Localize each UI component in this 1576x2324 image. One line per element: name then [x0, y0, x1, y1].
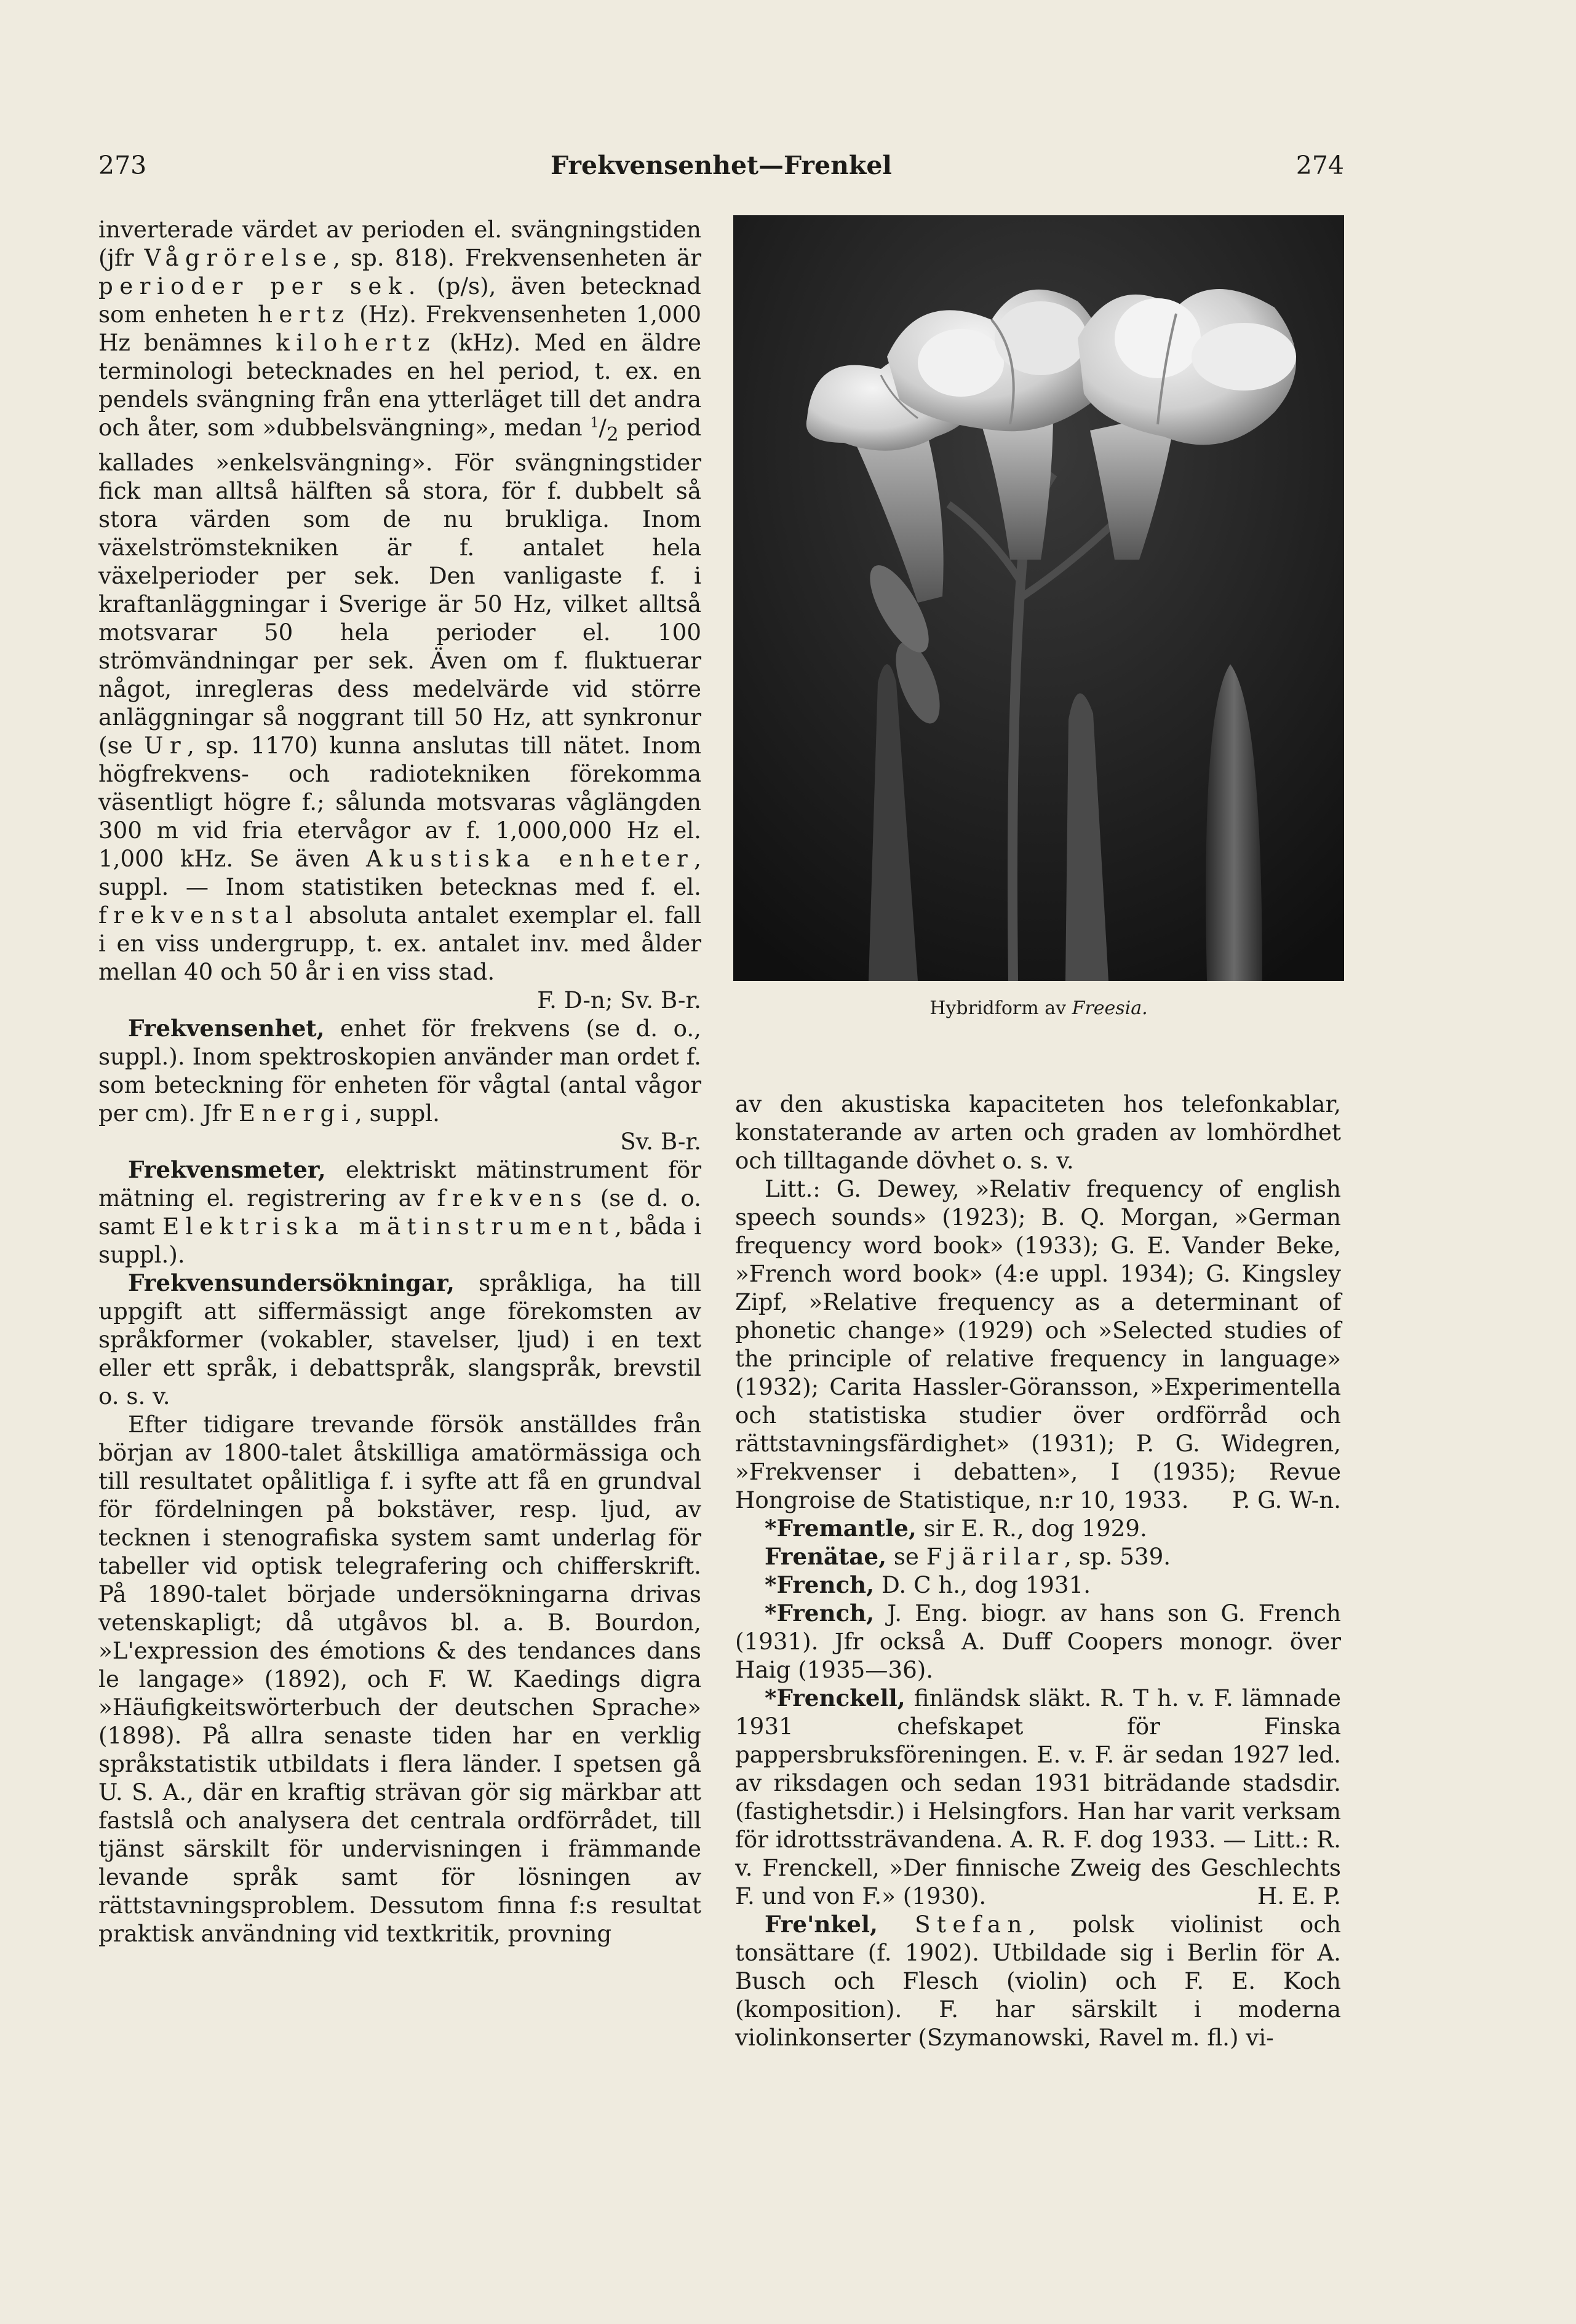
author-signature: Sv. B-r. — [620, 1128, 701, 1156]
entry-french-j: *French, J. Eng. biogr. av hans son G. French (1931). Jfr också A. Duff Coopers monogr. över Haig (1935—36). — [735, 1600, 1341, 1683]
entry-headword: *French, — [765, 1600, 875, 1627]
entry-headword: *Fremantle, — [765, 1515, 917, 1542]
entry-headword: Frenätae, — [765, 1543, 887, 1570]
right-column — [735, 1090, 1341, 2052]
left-column — [98, 215, 701, 1948]
literature-references: Litt.: G. Dewey, »Relativ frequency of english speech sounds» (1923); B. Q. Morgan, »German frequency word book» (1933); G. E. Vander Beke, »French word book» (4:e uppl. 1934); G. Kingsley Zipf, »Relative frequency as a determinant of phonetic change» (1929) och »Selected studies of the principle of relative frequency in language» (1932); Carita Hassler-Göransson, »Experimentella och statistiska studier över ordförråd och rättstavningsfärdighet» (1931); P. G. Widegren, »Frekvenser i debatten», I (1935); Revue Hongroise de Statistique, n:r 10, 1933. P. G. W-n. — [735, 1175, 1341, 1513]
entry-headword: Frekvensmeter, — [128, 1156, 326, 1184]
entry-frekvensenhet: Frekvensenhet, enhet för frekvens (se d. o., suppl.). Inom spektroskopien använder man ordet f. som beteckning för enheten för vågtal (antal vågor per cm). Jfr Energi, suppl. Sv. B-r. — [98, 1015, 701, 1156]
freesia-illustration — [733, 215, 1344, 981]
entry-frekvensundersokningar-body: Efter tidigare trevande försök anställdes från början av 1800-talet åtskilliga amatörmässiga och till resultatet opålitliga f. i syfte att få en grundval för fördelningen på bokstäver, resp. ljud, av tecknen i stenografiska system samt underlag för tabeller vid optisk telegrafering och chifferskrift. På 1890-talet började undersökningarna drivas vetenskapligt; då utgåvos bl. a. B. Bourdon, »L'expression des émotions & des tendances dans le langage» (1892), och F. W. Kaedings digra »Häufigkeitswörterbuch der deutschen Sprache» (1898). På allra senaste tiden har en verklig språkstatistik utbildats i flera länder. I spetsen gå U. S. A., där en kraftig strävan gör sig märkbar att fastslå och analysera det centrala ordförrådet, till tjänst särskilt för undervisningen i främmande levande språk samt för lösningen av rättstavningsproblem. Dessutom finna f:s resultat praktisk användning vid textkritik, provning — [98, 1411, 701, 1948]
entry-french-d: *French, D. C h., dog 1931. — [765, 1571, 1091, 1598]
entry-frekvensundersokningar-end: av den akustiska kapaciteten hos telefonkablar, konstaterande av arten och graden av lomhördhet och tilltagande dövhet o. s. v. — [735, 1090, 1341, 1174]
entry-headword: *Frenckell, — [765, 1684, 905, 1711]
author-signature: H. E. P. — [1257, 1882, 1341, 1910]
entry-fremantle: *Fremantle, sir E. R., dog 1929. — [765, 1515, 1147, 1542]
entry-headword: *French, — [765, 1571, 875, 1598]
entry-frenatae: Frenätae, se Fjärilar, sp. 539. — [765, 1543, 1171, 1570]
entry-headword: Frekvensundersökningar, — [128, 1269, 455, 1297]
author-signature: F. D-n; Sv. B-r. — [537, 986, 701, 1014]
entry-headword: Frekvensenhet, — [128, 1015, 325, 1042]
entry-headword: Fre'nkel, — [765, 1911, 878, 1938]
running-title: Frekvensenhet—Frenkel — [551, 151, 892, 180]
page-header — [98, 151, 1344, 194]
entry-frenkel: Fre'nkel, Stefan, polsk violinist och tonsättare (f. 1902). Utbildade sig i Berlin för A. Busch och Flesch (violin) och F. E. Koch (komposition). F. har särskilt i moderna violinkonserter (Szymanowski, Ravel m. fl.) vi- — [735, 1911, 1341, 2051]
freesia-photo — [733, 215, 1344, 981]
entry-frekvensmeter: Frekvensmeter, elektriskt mätinstrument för mätning el. registrering av frekvens (se d. o. samt Elektriska mätinstrument, båda i suppl.). — [98, 1156, 701, 1269]
entry-frekvensundersokningar: Frekvensundersökningar, språkliga, ha till uppgift att siffermässigt ange förekomsten av språkformer (vokabler, stavelser, ljud) i en text eller ett språk, i debattspråk, slangspråk, brevstil o. s. v. — [98, 1269, 701, 1410]
entry-frekvens-continuation: inverterade värdet av perioden el. svängningstiden (jfr Vågrörelse, sp. 818). Frekvensenheten är perioder per sek. (p/s), även betecknad som enheten hertz (Hz). Frekvensenheten 1,000 Hz benämnes kilohertz (kHz). Med en äldre terminologi betecknades en hel period, t. ex. en pendels svängning från ena ytterläget till det andra och åter, som »dubbelsvängning», medan $^1/_2$ period kallades »enkelsvängning». För svängningstider fick man alltså hälften så stora, för f. dubbelt så stora värden som de nu brukliga. Inom växelströmstekniken är f. antalet hela växelperioder per sek. Den vanligaste f. i kraftanläggningar i Sverige är 50 Hz, vilket alltså motsvarar 50 hela perioder el. 100 strömvändningar per sek. Även om f. fluktuerar något, inregleras dess medelvärde vid större anläggningar så noggrant till 50 Hz, att synkronur (se Ur, sp. 1170) kunna anslutas till nätet. Inom högfrekvens- och radiotekniken förekomma väsentligt högre f.; sålunda motsvaras våglängden 300 m vid fria etervågor av f. 1,000,000 Hz el. 1,000 kHz. Se även Akustiska enheter, suppl. — Inom statistiken betecknas med f. el. frekvenstal absoluta antalet exemplar el. fall i en viss undergrupp, t. ex. antalet inv. med ålder mellan 40 och 50 år i en viss stad. F. D-n; Sv. B-r. — [98, 216, 702, 1014]
entry-frenckell: *Frenckell, finländsk släkt. R. T h. v. F. lämnade 1931 chefskapet för Finska pappersbruksföreningen. E. v. F. är sedan 1927 led. av riksdagen och sedan 1931 biträdande stadsdir. (fastighetsdir.) i Helsingfors. Han har varit verksam för idrottssträvandena. A. R. F. dog 1933. — Litt.: R. v. Frenckell, »Der finnische Zweig des Geschlechts F. und von F.» (1930). H. E. P. — [735, 1684, 1341, 1910]
author-signature: P. G. W-n. — [1232, 1486, 1341, 1513]
figure-caption: Hybridform av Freesia. — [929, 997, 1148, 1019]
page-number-right: 274 — [1295, 151, 1344, 180]
page-number-left: 273 — [98, 151, 147, 180]
